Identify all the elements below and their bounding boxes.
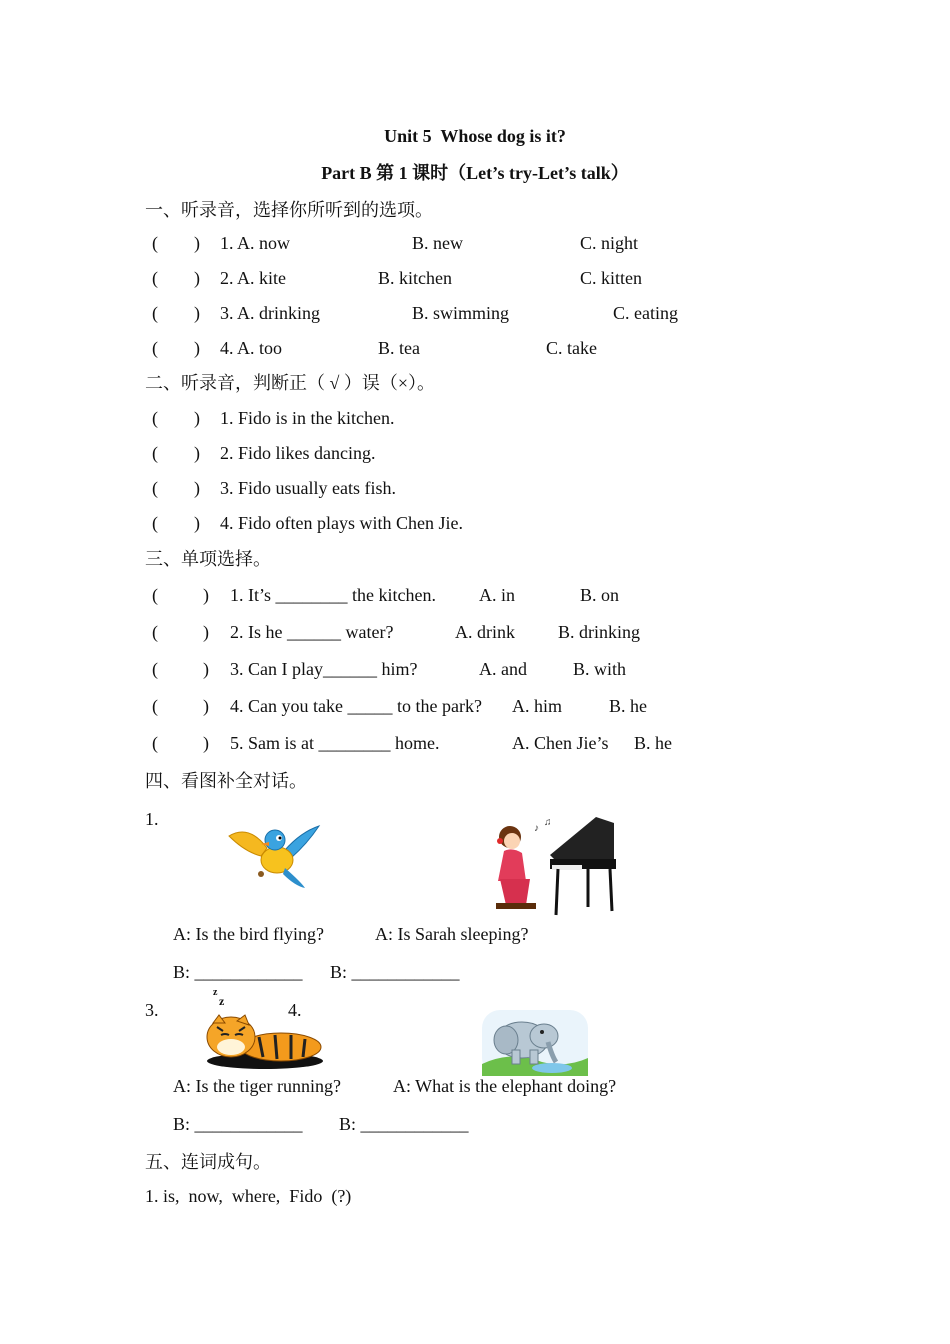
page-title: Unit 5 Whose dog is it? [384, 126, 566, 146]
statement: 3. Fido usually eats fish. [220, 478, 396, 498]
option-b: B. tea [378, 338, 420, 358]
option-a: 3. A. drinking [220, 303, 321, 323]
svg-text:♫: ♫ [544, 817, 552, 828]
option-b: B. with [573, 659, 627, 679]
section2-heading: 二、听录音，判断正（ √ ）误（×）。 [145, 373, 436, 393]
section3-heading: 三、单项选择。 [145, 549, 271, 569]
option-b: B. swimming [412, 303, 510, 323]
question: 5. Sam is at ________ home. [230, 733, 440, 753]
option-a: 1. A. now [220, 233, 291, 253]
piano-picture [492, 815, 618, 917]
option-b: B. drinking [558, 622, 641, 642]
question: 4. Can you take _____ to the park? [230, 696, 482, 716]
question: 2. Is he ______ water? [230, 622, 394, 642]
option-b: B. new [412, 233, 463, 253]
item-number: 1. [145, 809, 159, 829]
option-a: A. Chen Jie’s [512, 733, 609, 753]
option-a: A. and [479, 659, 527, 679]
dialogue-question: A: What is the elephant doing? [393, 1076, 617, 1096]
answer-bracket[interactable]: ( ) [152, 659, 209, 679]
section4-heading: 四、看图补全对话。 [145, 771, 307, 791]
elephant-picture [482, 1010, 588, 1076]
option-a: A. in [479, 585, 515, 605]
page-subtitle: Part B 第 1 课时（Let’s try-Let’s talk） [321, 163, 629, 183]
option-c: C. eating [613, 303, 678, 323]
statement: 2. Fido likes dancing. [220, 443, 376, 463]
option-a: A. him [512, 696, 563, 716]
statement: 1. Fido is in the kitchen. [220, 408, 395, 428]
answer-bracket[interactable]: ( ) [152, 443, 200, 463]
answer-bracket[interactable]: ( ) [152, 585, 209, 605]
tiger-picture [203, 985, 327, 1071]
question: 1. It’s ________ the kitchen. [230, 585, 436, 605]
answer-bracket[interactable]: ( ) [152, 408, 200, 428]
answer-bracket[interactable]: ( ) [152, 733, 209, 753]
answer-blank[interactable]: B: ____________ [339, 1114, 469, 1134]
answer-bracket[interactable]: ( ) [152, 696, 209, 716]
bird-picture [225, 822, 323, 894]
dialogue-question: A: Is the tiger running? [173, 1076, 341, 1096]
option-b: B. kitchen [378, 268, 452, 288]
option-c: C. take [546, 338, 597, 358]
answer-blank[interactable]: B: ____________ [173, 962, 303, 982]
answer-blank[interactable]: B: ____________ [173, 1114, 303, 1134]
answer-bracket[interactable]: ( ) [152, 622, 209, 642]
dialogue-question: A: Is Sarah sleeping? [375, 924, 529, 944]
item-number: 3. [145, 1000, 159, 1020]
option-a: A. drink [455, 622, 515, 642]
option-a: 4. A. too [220, 338, 283, 358]
section5-heading: 五、连词成句。 [145, 1152, 271, 1172]
answer-bracket[interactable]: ( ) [152, 338, 200, 358]
option-c: C. night [580, 233, 639, 253]
statement: 4. Fido often plays with Chen Jie. [220, 513, 463, 533]
option-b: B. he [634, 733, 672, 753]
option-b: B. on [580, 585, 620, 605]
answer-bracket[interactable]: ( ) [152, 513, 200, 533]
section1-heading: 一、听录音，选择你所听到的选项。 [145, 200, 433, 220]
answer-bracket[interactable]: ( ) [152, 303, 200, 323]
svg-text:♪: ♪ [534, 823, 539, 834]
dialogue-question: A: Is the bird flying? [173, 924, 324, 944]
svg-text:z: z [213, 987, 218, 998]
answer-bracket[interactable]: ( ) [152, 478, 200, 498]
answer-bracket[interactable]: ( ) [152, 233, 200, 253]
question: 3. Can I play______ him? [230, 659, 418, 679]
option-a: 2. A. kite [220, 268, 286, 288]
answer-bracket[interactable]: ( ) [152, 268, 200, 288]
svg-text:z: z [219, 994, 225, 1008]
answer-blank[interactable]: B: ____________ [330, 962, 460, 982]
option-b: B. he [609, 696, 647, 716]
option-c: C. kitten [580, 268, 642, 288]
word-order-item: 1. is, now, where, Fido (?) [145, 1186, 352, 1206]
item-number: 4. [288, 1000, 302, 1020]
